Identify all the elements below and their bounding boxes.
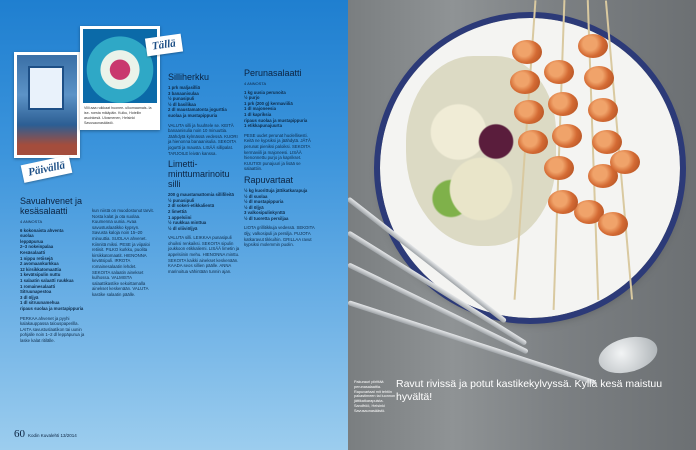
magazine-name: Kodin Kuvalehti 13/2014 [28,433,77,438]
shrimp [512,40,542,64]
tag-side: Päivällä [21,155,73,183]
window-photo [14,52,80,158]
recipe-ingredients: 1 prk maljasilliä 3 banaanisulaa ½ punasipuli ½ dl basilikaa 2 dl maustamatonta jogurttia suolaa ja mustapippuria [168,85,227,118]
folio [14,428,77,440]
shrimp [510,70,540,94]
recipe-text-cont: kun niistä on muodostunut tarvit. Nosta kalat ja ota suolaa. Kuumenna uunia. Avaa savustuslaatikko kypsyn. Savusta kaloja noin 15–20 minuuttia. SUOLAA ahvenet. Kiinnitä miksi. PESE ja viipaloi retiisit. PILKO kurkku, puolita kirsikkatomaatit. HIENONNA kevätsipuli. IRROTA romainesalaatin lehdet. SEKOITA salaatin ainekset kulhossa. VALMISTA salaattikastike sekoittamalla ainekset keskenään. VALUTA kastike salaatin päälle. [92,208,154,297]
recipe-ingredients: 200 g maustamattomia sillifileitä ½ punasipuli 2 dl sokeri-etikkalientä 2 limettiä 1 appelsiini ½ ruukkua minttua ½ dl oliiviöljyä [168,192,234,231]
recipe-column-2 [92,208,154,301]
recipe-column-1 [20,196,86,346]
shrimp [514,100,544,124]
recipe-title: Perunasalaatti [244,68,302,78]
spoon [595,331,662,379]
page-number: 60 [14,428,25,440]
shrimp [584,66,614,90]
shrimp [552,124,582,148]
shrimp [548,190,578,214]
recipe-text: LIOTA grillitikkuja vedessä. SEKOITA öljy, valkosipuli ja persilja. PUJOTA katkaravut tikkuihin. GRILLAA ravut kypsiksi molemmin puolin. [244,225,315,248]
recipe-column-4 [244,68,318,251]
shrimp [610,150,640,174]
recipe-title: Savuahvenet ja kesäsalaatti [20,196,83,216]
recipe-text: PESE uudet perunat huolellisesti. Keitä ne kypsiksi ja jäähdytä. JÄTÄ perunat pieniksi paloiksi. SEKOITA kermaviili ja majoneesi. LISÄÄ hienonnettu purjo ja kaprikset. KUUTIOI punajuuri ja lisää se salaattiin. [244,132,311,172]
shrimp [518,130,548,154]
recipe-text: PERKAA ahvenet ja pyyhi kalakauppassa talouspaperilla. LAITA savustuslaatikon tai uunin pohjalle noin 1–2 dl leppäpurua ja laske kalat ritilälle. [20,315,85,343]
shrimp [544,156,574,180]
recipe-ingredients: ½ kg kuorittuja jättikatkarapuja ½ dl suolaa ½ dl mustapippuria ½ dl öljyä 3 valkosipulinkynttä ½ dl tuoretta persiljaa [244,187,308,221]
shrimp [598,212,628,236]
recipe-ingredients: 6 kokonaista ahventa suolaa leppäpurua 2–3 nokeinpalaa Kesäsalaatti 1 nippu retiisejä 2 avomaankurkkua 12 kirsikkatomaattia 1 kevätsipulin nuttu 1 salaatin salaatti ruukkua 1 romainesalaatti Sitruunapestoa 3 dl öljyä 1 dl sitruunamehua ripaus suolaa ja mustapippuria [20,227,84,311]
shrimp [588,98,618,122]
shrimp [544,60,574,84]
tag-top: Tällä [145,34,183,57]
photo-caption-right: Pakurauri piirittää perunasalaattia. Rapuvartaat mit tehtiin pakastimeen tai luonnon jättikatkarapuista. Sandfröö, Helsinki Savusaunasäästö. [354,380,396,413]
recipe-source: 4 ANNOSTA [20,219,43,224]
shrimp [548,92,578,116]
recipe-title: Silliherkku [168,72,210,82]
photo-caption: Villi aaa ruikkaat huonee- ulkomaamais- la ise- roesta mikäpäin. Kulku, Hotellin asuinkesä. Ulosmenen, Helsinki Savusaunasäästö. [84,106,152,125]
shrimp [578,34,608,58]
recipe-text: VALUTA silli ja huuhtele se. KEITÄ banaanisulia noin 10 minuuttia. Jäähdytä kylmässä vedessä. KUORI ja hienonna banaanisulia. SEKOITA jogurtti ja mausta. LISÄÄ sillipalat. TARJOILE leivän kanssa. [168,122,238,156]
recipe-title: Rapuvartaat [244,174,294,185]
recipe-text: VALUTA silli. LEIKKAA punasipuli ohuiksi renkaiksi. SEKOITA sipulin joukkoon etikkaliemi. LISÄÄ limetin ja appelsiinin mehu. HIENONNA minttu. SEKOITA kaikki ainekset keskenään. KAADA seos sillien päälle. ANNA marinoitua vähintään tunnin ajan. [168,235,240,274]
recipe-source: 4 ANNOSTA [244,81,267,86]
recipe-column-3 [168,72,240,277]
headline: Ravut rivissä ja potut kastikekylvyssä. Kyllä kesä maistuu hyvältä! [396,378,663,403]
recipe-title: Limetti-minttumarinoitu silli [168,159,230,190]
recipe-ingredients: 1 kg uusia perunoita ½ purjo 1 prk (200 g) kermaviiliä 1 dl majoneesia 1 dl kapriksia ripaus suolaa ja mustapippuria 1 etikkapunajuurta [244,89,308,129]
